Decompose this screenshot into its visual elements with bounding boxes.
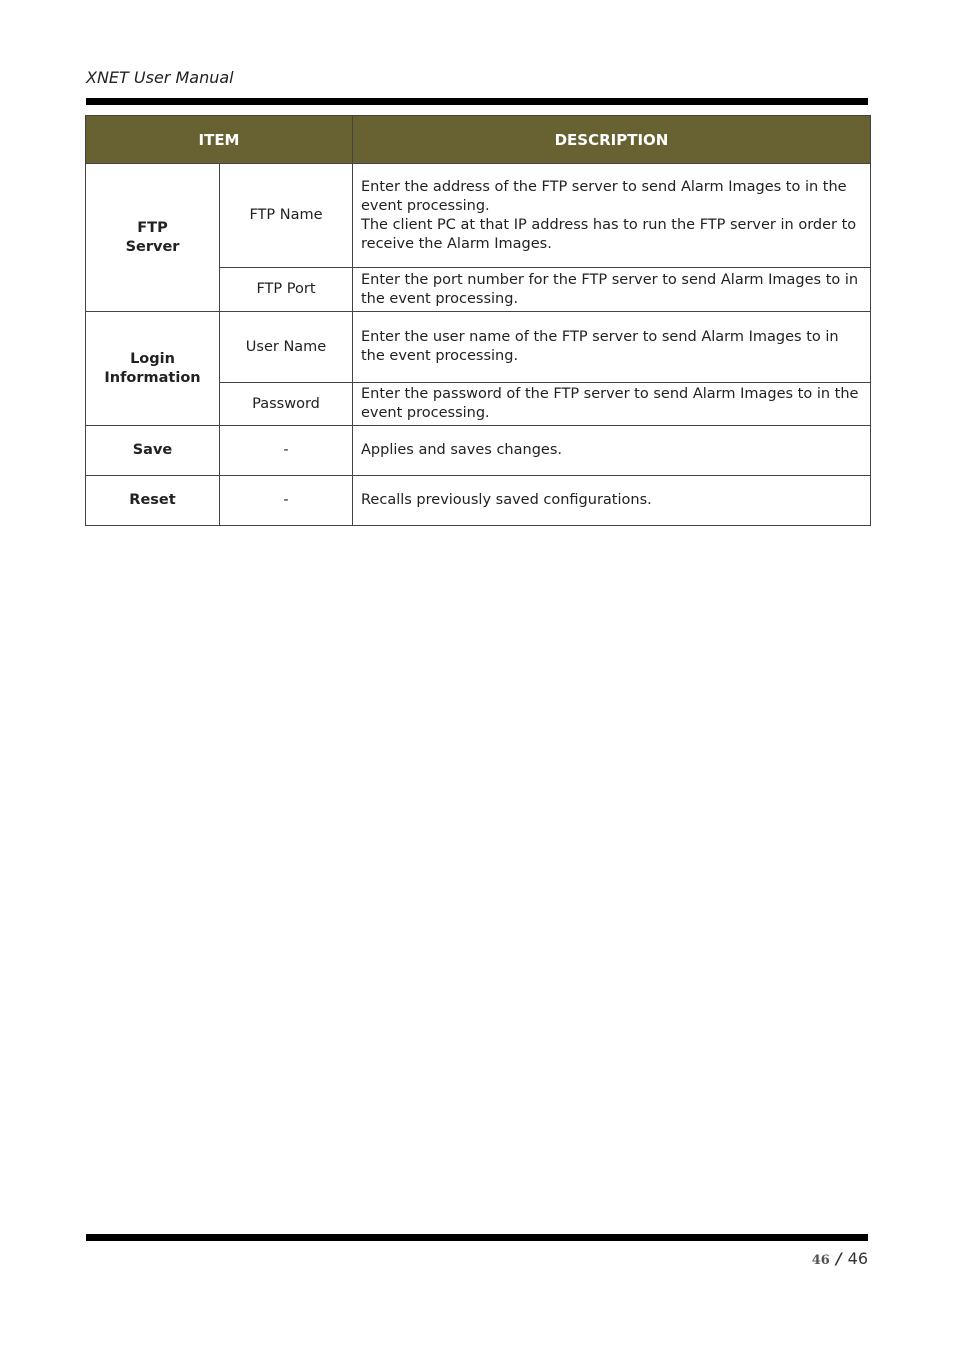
group-login-information: Login Information xyxy=(86,312,220,426)
page-total: 46 xyxy=(847,1249,868,1268)
header-rule xyxy=(86,98,868,105)
item-name: User Name xyxy=(220,312,353,383)
item-name: FTP Name xyxy=(220,164,353,268)
document-title: XNET User Manual xyxy=(86,68,234,87)
table-row xyxy=(86,476,871,526)
item-description: Recalls previously saved configurations. xyxy=(353,476,871,526)
table-row xyxy=(86,164,871,268)
table-row xyxy=(86,426,871,476)
item-name: Password xyxy=(220,383,353,426)
item-description: Enter the user name of the FTP server to send Alarm Images to in the event processing. xyxy=(353,312,871,383)
table-row xyxy=(86,312,871,383)
footer-rule xyxy=(86,1234,868,1241)
description-column-header: DESCRIPTION xyxy=(353,116,871,164)
item-description: Applies and saves changes. xyxy=(353,426,871,476)
item-description: Enter the address of the FTP server to send Alarm Images to in the event processing. The client PC at that IP address has to run the FTP server in order to receive the Alarm Images. xyxy=(353,164,871,268)
page-separator: / xyxy=(835,1249,842,1268)
item-name: FTP Port xyxy=(220,268,353,312)
item-description: Enter the port number for the FTP server to send Alarm Images to in the event processing. xyxy=(353,268,871,312)
page-current: 46 xyxy=(811,1253,830,1268)
item-name: - xyxy=(220,426,353,476)
group-reset: Reset xyxy=(86,476,220,526)
item-description: Enter the password of the FTP server to send Alarm Images to in the event processing. xyxy=(353,383,871,426)
settings-table xyxy=(85,115,871,526)
page-number xyxy=(812,1249,868,1268)
table-header-row xyxy=(86,116,871,164)
item-column-header: ITEM xyxy=(86,116,353,164)
group-save: Save xyxy=(86,426,220,476)
group-ftp-server: FTP Server xyxy=(86,164,220,312)
item-name: - xyxy=(220,476,353,526)
